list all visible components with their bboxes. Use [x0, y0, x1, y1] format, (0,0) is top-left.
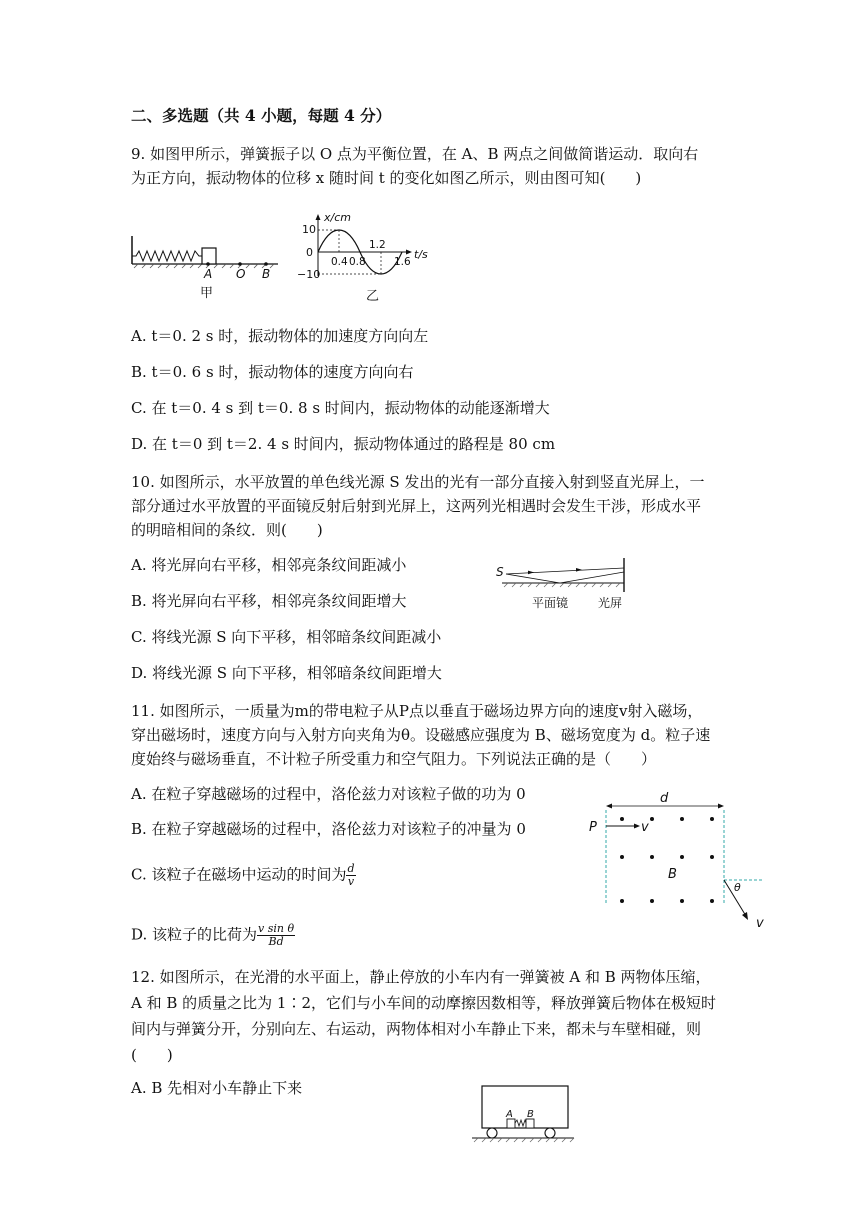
q10-stem-line3: 的明暗相间的条纹．则( ) — [131, 521, 323, 539]
q11-option-d-text: D. 该粒子的比荷为 — [131, 925, 258, 944]
q11-label-v-in: v — [641, 820, 649, 835]
q11-stem-line2: 穿出磁场时，速度方向与入射方向夹角为θ。设磁感应强度为 B、磁场宽度为 d。粒子速 — [131, 726, 711, 744]
q12-label-b: B — [527, 1109, 534, 1120]
q11-option-c-denominator: v — [347, 875, 355, 888]
section-title: 二、多选题（共 4 小题，每题 4 分） — [131, 106, 392, 125]
q9-jia-label-b: B — [262, 267, 271, 281]
q11-label-v-out: v — [756, 916, 764, 931]
q12-stem-line3: 间内与弹簧分开，分别向左、右运动，两物体相对小车静止下来，都未与车壁相碰，则 — [131, 1020, 702, 1038]
q12-stem-line4: ( ) — [131, 1046, 173, 1064]
q10-label-s: S — [496, 565, 504, 579]
q9-option-d: D. 在 t＝0 到 t＝2. 4 s 时间内，振动物体通过的路程是 80 cm — [131, 435, 556, 453]
q10-option-a: A. 将光屏向右平移，相邻亮条纹间距减小 — [131, 556, 407, 574]
q11-stem-line3: 度始终与磁场垂直，不计粒子所受重力和空气阻力。下列说法正确的是（ ） — [131, 750, 657, 768]
q11-figure — [584, 790, 774, 930]
q11-label-b: B — [668, 867, 677, 882]
q9-yi-tick-04: 0.4 — [331, 256, 348, 268]
q11-stem-line1: 11. 如图所示，一质量为m的带电粒子从P点以垂直于磁场边界方向的速度v射入磁场， — [131, 702, 703, 720]
q11-option-d-denominator: Bd — [268, 935, 284, 948]
q9-figure-jia — [128, 228, 288, 308]
q11-label-theta: θ — [734, 881, 741, 894]
q10-stem-line1: 10. 如图所示，水平放置的单色线光源 S 发出的光有一部分直接入射到竖直光屏上，一 — [131, 473, 705, 491]
q10-option-b: B. 将光屏向右平移，相邻亮条纹间距增大 — [131, 592, 407, 610]
q9-yi-tick-16: 1.6 — [394, 256, 411, 268]
q9-yi-caption: 乙 — [366, 289, 380, 304]
q9-stem-line2: 为正方向，振动物体的位移 x 随时间 t 的变化如图乙所示，则由图可知( ) — [131, 169, 642, 187]
q10-option-c: C. 将线光源 S 向下平移，相邻暗条纹间距减小 — [131, 628, 442, 646]
q9-option-c: C. 在 t＝0. 4 s 到 t＝0. 8 s 时间内，振动物体的动能逐渐增大 — [131, 399, 550, 417]
q9-figure-yi — [296, 208, 436, 308]
q9-yi-y-zero: 0 — [306, 246, 313, 259]
q9-yi-y-bottom: −10 — [297, 268, 321, 281]
q11-label-d: d — [660, 791, 669, 806]
q12-stem-line1: 12. 如图所示，在光滑的水平面上，静止停放的小车内有一弹簧被 A 和 B 两物体压缩， — [131, 968, 711, 986]
q9-option-b: B. t＝0. 6 s 时，振动物体的速度方向向右 — [131, 363, 414, 381]
q12-stem-line2: A 和 B 的质量之比为 1∶2，它们与小车间的动摩擦因数相等，释放弹簧后物体在极短时 — [131, 994, 717, 1012]
q12-label-a: A — [506, 1109, 513, 1120]
q12-option-a: A. B 先相对小车静止下来 — [131, 1079, 303, 1097]
q11-option-d — [131, 923, 295, 948]
q9-stem-line1: 9. 如图甲所示，弹簧振子以 O 点为平衡位置，在 A、B 两点之间做简谐运动．取向右 — [131, 145, 699, 163]
q9-option-a: A. t＝0. 2 s 时，振动物体的加速度方向向左 — [131, 327, 429, 345]
q11-option-a: A. 在粒子穿越磁场的过程中，洛伦兹力对该粒子做的功为 0 — [131, 785, 526, 803]
q11-option-b: B. 在粒子穿越磁场的过程中，洛伦兹力对该粒子的冲量为 0 — [131, 820, 526, 838]
q10-stem-line2: 部分通过水平放置的平面镜反射后射到光屏上，这两列光相遇时会发生干涉，形成水平 — [131, 497, 702, 515]
q10-label-screen: 光屏 — [598, 596, 623, 610]
q9-yi-y-top: 10 — [302, 223, 316, 236]
q11-option-c-text: C. 该粒子在磁场中运动的时间为 — [131, 865, 347, 884]
q9-jia-caption: 甲 — [200, 286, 214, 301]
q9-yi-t-label: t/s — [414, 248, 428, 261]
q11-option-c-fraction — [346, 863, 355, 888]
q9-yi-y-label: x/cm — [324, 211, 351, 224]
q11-option-d-fraction — [257, 923, 295, 948]
q9-yi-tick-12: 1.2 — [369, 239, 386, 251]
q9-jia-label-o: O — [236, 267, 246, 281]
q11-option-d-numerator: v sin θ — [258, 922, 295, 935]
q12-figure — [470, 1082, 576, 1142]
q11-label-p: P — [589, 820, 597, 835]
q10-label-mirror: 平面镜 — [532, 596, 569, 610]
q9-yi-tick-08: 0.8 — [349, 256, 366, 268]
q10-figure — [494, 552, 644, 614]
q9-jia-label-a: A — [204, 267, 213, 281]
q11-option-c — [131, 863, 356, 888]
q11-option-c-numerator: d — [347, 862, 355, 875]
q10-option-d: D. 将线光源 S 向下平移，相邻暗条纹间距增大 — [131, 664, 442, 682]
